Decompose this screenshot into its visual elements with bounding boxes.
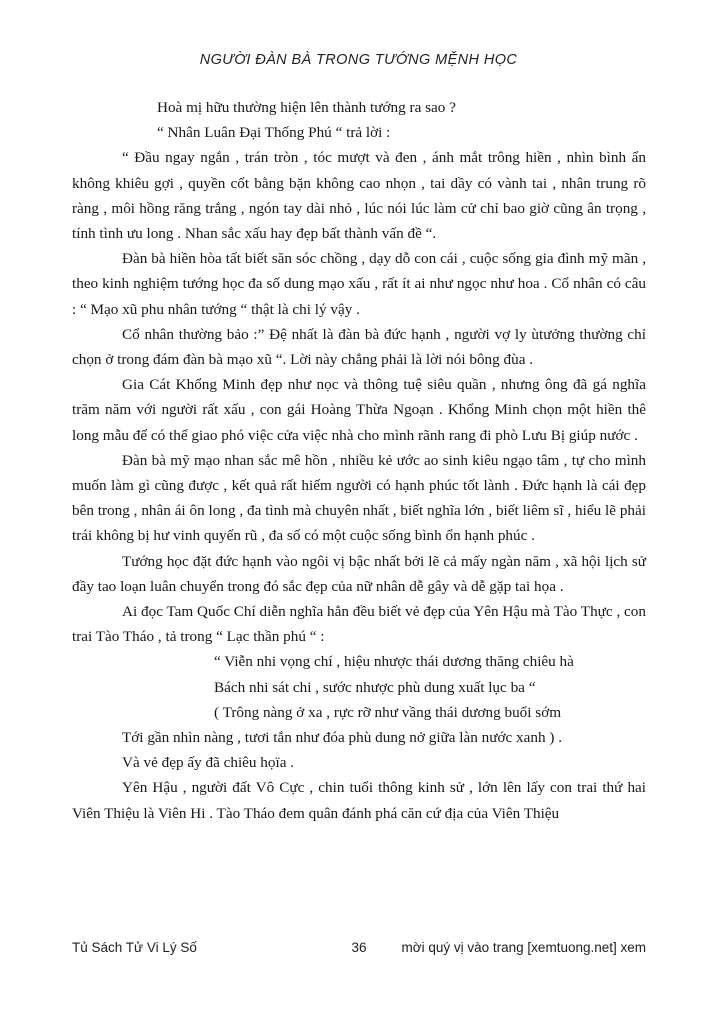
paragraph: Hoà mị hữu thường hiện lên thành tướng ra sao ? <box>157 99 456 116</box>
paragraph: Tướng học đặt đức hạnh vào ngôi vị bậc nhất bởi lẽ cả mấy ngàn năm , xã hội lịch sử đầy tao loạn luân chuyển trong đó sắc đẹp của nữ nhân dễ gây và dễ gặp tai họa . <box>72 552 646 595</box>
footer-site-note: mời quý vị vào trang [xemtuong.net] xem <box>401 940 646 955</box>
page-title: NGƯỜI ĐÀN BÀ TRONG TƯỚNG MỆNH HỌC <box>199 52 518 68</box>
paragraph: Đàn bà mỹ mạo nhan sắc mê hồn , nhiều kẻ ước ao sinh kiêu ngạo tâm , tự cho mình muốn làm gì cũng được , kết quả rất hiếm người có hạnh phúc tốt lành . Đức hạnh là cái đẹp bên trong , nhân ái ôn long , đa tình mà chuyên nhất , biết nghĩa lớn , biết liêm sĩ , hiểu lẽ phải trái không bị hư vinh quyến rũ , đa số có một cuộc sống bình ổn hạnh phúc . <box>72 451 646 545</box>
page-footer <box>72 940 646 955</box>
footer-series-title: Tủ Sách Tử Vi Lý Số <box>72 940 197 955</box>
paragraph: Gia Cát Khổng Minh đẹp như nọc và thông tuệ siêu quần , nhưng ông đã gá nghĩa trăm năm với người rất xấu , con gái Hoàng Thừa Ngoạn . Khổng Minh chọn một hiền thê long mẫu để có thể giao phó việc cửa việc nhà cho mình rãnh rang đi phò Lưu Bị giúp nước . <box>72 376 646 444</box>
verse-line: ( Trông nàng ở xa , rực rỡ như vầng thái dương buổi sớm <box>214 703 562 721</box>
paragraph: “ Đầu ngay ngắn , trán tròn , tóc mượt và đen , ánh mắt trông hiền , nhìn bình ẩn không khiêu gợi , quyền cốt bằng bặn không cao nhọn , tai dầy có vành tai , nhân trung rõ ràng , môi hồng răng trắng , ngón tay dài nhỏ , lúc nói lúc làm cử chỉ bao giờ cũng ân trọng , tính tình ưu long . Nhan sắc xấu hay đẹp bất thành vấn đề “. <box>72 149 646 243</box>
paragraph: Cổ nhân thường bảo :” Đệ nhất là đàn bà đức hạnh , người vợ ly ùtưởng thường chỉ chọn ở trong đám đàn bà mạo xũ “. Lời này chẳng phải là lời nói bông đùa . <box>72 325 646 369</box>
paragraph: Ai đọc Tam Quốc Chí diễn nghĩa hẳn đều biết vẻ đẹp của Yên Hậu mà Tào Thực , con trai Tào Tháo , tả trong “ Lạc thần phú “ : <box>72 603 646 646</box>
page-number: 36 <box>351 940 367 955</box>
body-text <box>72 95 646 826</box>
verse-translation-line: Tới gần nhìn nàng , tươi tắn như đóa phù dung nở giữa làn nước xanh ) . <box>122 729 563 747</box>
paragraph: Yên Hậu , người đất Vô Cực , chin tuổi thông kinh sử , lớn lên lấy con trai thứ hai Viên Thiệu là Viên Hi . Tào Tháo đem quân đánh phá căn cứ địa của Viên Thiệu <box>72 779 646 822</box>
paragraph: Đàn bà hiền hòa tất biết săn sóc chồng , dạy dỗ con cái , cuộc sống gia đình mỹ mãn , theo kinh nghiệm tướng học đa số dung mạo xấu , rất ít ai như ngọc như hoa . Cổ nhân có câu : “ Mạo xũ phu nhân tướng “ thật là chi lý vậy . <box>72 250 646 318</box>
paragraph: “ Nhân Luân Đại Thống Phú “ trả lời : <box>157 124 391 142</box>
verse-line: Bách nhi sát chi , sước nhược phù dung xuất lục ba “ <box>214 678 536 696</box>
verse-line: “ Viễn nhi vọng chí , hiệu nhược thái dương thăng chiêu hà <box>214 653 574 671</box>
paragraph: Và vẻ đẹp ấy đã chiêu họïa . <box>122 754 295 772</box>
